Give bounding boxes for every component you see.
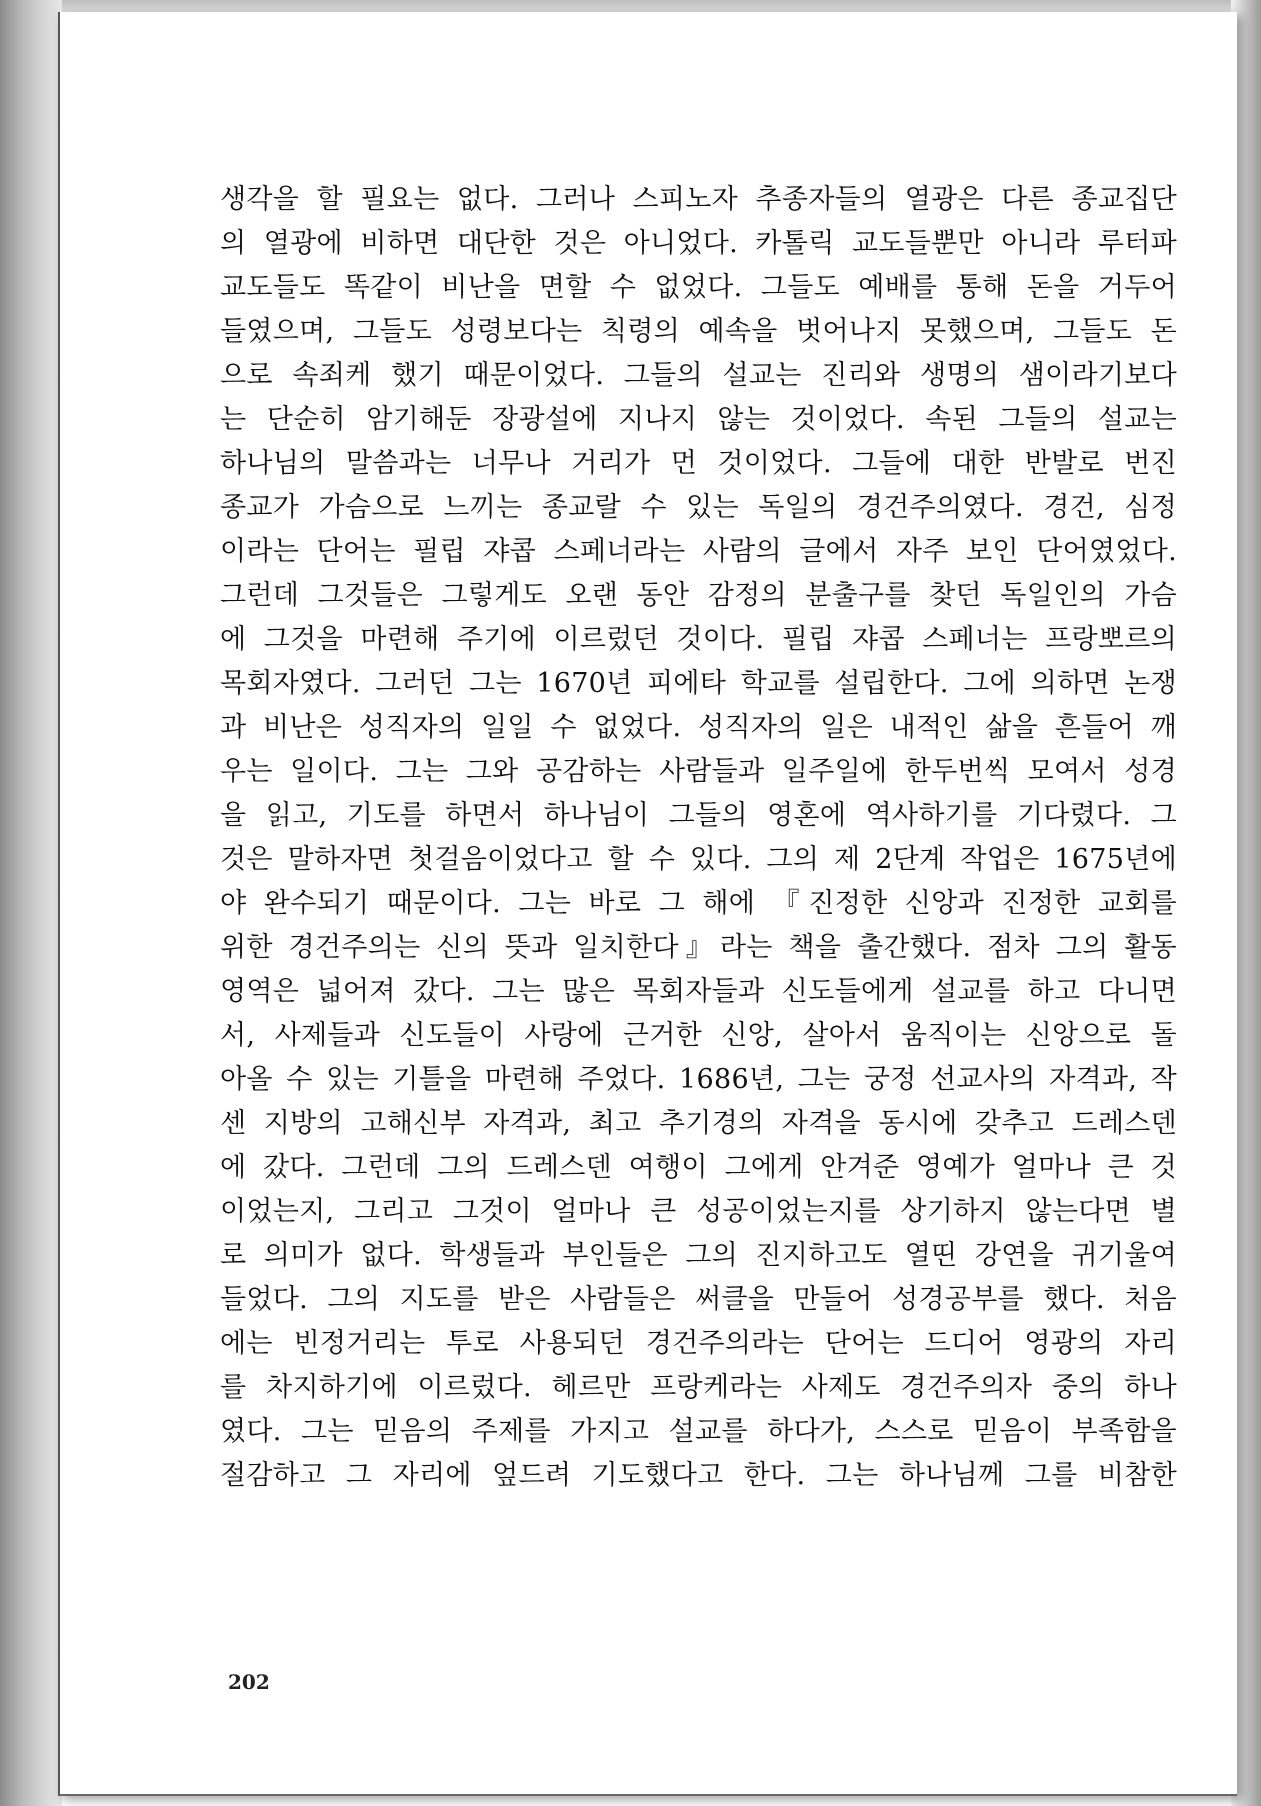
body-text <box>220 178 1177 1498</box>
text-line: 위한 경건주의는 신의 뜻과 일치한다』라는 책을 출간했다. 점차 그의 활동 <box>220 932 1177 963</box>
text-line: 는 단순히 암기해둔 장광설에 지나지 않는 것이었다. 속된 그들의 설교는 <box>220 404 1177 435</box>
text-line: 이라는 단어는 필립 쟈콥 스페너라는 사람의 글에서 자주 보인 단어였었다. <box>220 536 1177 567</box>
text-line: 이었는지, 그리고 그것이 얼마나 큰 성공이었는지를 상기하지 않는다면 별 <box>220 1196 1177 1227</box>
text-line: 에는 빈정거리는 투로 사용되던 경건주의라는 단어는 드디어 영광의 자리 <box>220 1328 1177 1359</box>
text-line: 의 열광에 비하면 대단한 것은 아니었다. 카톨릭 교도들뿐만 아니라 루터파 <box>220 228 1177 259</box>
text-line: 였다. 그는 믿음의 주제를 가지고 설교를 하다가, 스스로 믿음이 부족함을 <box>220 1416 1177 1447</box>
text-line: 아올 수 있는 기틀을 마련해 주었다. 1686년, 그는 궁정 선교사의 자격과, 작 <box>220 1064 1177 1095</box>
text-line: 들었다. 그의 지도를 받은 사람들은 써클을 만들어 성경공부를 했다. 처음 <box>220 1284 1177 1315</box>
text-line: 영역은 넓어져 갔다. 그는 많은 목회자들과 신도들에게 설교를 하고 다니면 <box>220 976 1177 1007</box>
text-line: 로 의미가 없다. 학생들과 부인들은 그의 진지하고도 열띤 강연을 귀기울여 <box>220 1240 1177 1271</box>
text-line: 그런데 그것들은 그렇게도 오랜 동안 감정의 분출구를 찾던 독일인의 가슴 <box>220 580 1177 611</box>
text-line: 것은 말하자면 첫걸음이었다고 할 수 있다. 그의 제 2단계 작업은 1675년에 <box>220 844 1177 875</box>
text-line: 과 비난은 성직자의 일일 수 없었다. 성직자의 일은 내적인 삶을 흔들어 깨 <box>220 712 1177 743</box>
book-page <box>58 12 1237 1796</box>
text-line: 절감하고 그 자리에 엎드려 기도했다고 한다. 그는 하나님께 그를 비참한 <box>220 1460 1177 1491</box>
text-line: 야 완수되기 때문이다. 그는 바로 그 해에 『진정한 신앙과 진정한 교회를 <box>220 888 1177 919</box>
text-line: 센 지방의 고해신부 자격과, 최고 추기경의 자격을 동시에 갖추고 드레스덴 <box>220 1108 1177 1139</box>
text-line: 들였으며, 그들도 성령보다는 칙령의 예속을 벗어나지 못했으며, 그들도 돈 <box>220 316 1177 347</box>
text-line: 에 그것을 마련해 주기에 이르렀던 것이다. 필립 쟈콥 스페너는 프랑뽀르의 <box>220 624 1177 655</box>
text-line: 목회자였다. 그러던 그는 1670년 피에타 학교를 설립한다. 그에 의하면 논쟁 <box>220 668 1177 699</box>
text-line: 서, 사제들과 신도들이 사랑에 근거한 신앙, 살아서 움직이는 신앙으로 돌 <box>220 1020 1177 1051</box>
text-line: 하나님의 말씀과는 너무나 거리가 먼 것이었다. 그들에 대한 반발로 번진 <box>220 448 1177 479</box>
book-edge-left <box>0 0 62 1806</box>
text-line: 으로 속죄케 했기 때문이었다. 그들의 설교는 진리와 생명의 샘이라기보다 <box>220 360 1177 391</box>
text-line: 을 읽고, 기도를 하면서 하나님이 그들의 영혼에 역사하기를 기다렸다. 그 <box>220 800 1177 831</box>
text-line: 에 갔다. 그런데 그의 드레스덴 여행이 그에게 안겨준 영예가 얼마나 큰 것 <box>220 1152 1177 1183</box>
text-line: 종교가 가슴으로 느끼는 종교랄 수 있는 독일의 경건주의였다. 경건, 심정 <box>220 492 1177 523</box>
text-line: 우는 일이다. 그는 그와 공감하는 사람들과 일주일에 한두번씩 모여서 성경 <box>220 756 1177 787</box>
text-line: 를 차지하기에 이르렀다. 헤르만 프랑케라는 사제도 경건주의자 중의 하나 <box>220 1372 1177 1403</box>
text-line: 교도들도 똑같이 비난을 면할 수 없었다. 그들도 예배를 통해 돈을 거두어 <box>220 272 1177 303</box>
text-line: 생각을 할 필요는 없다. 그러나 스피노자 추종자들의 열광은 다른 종교집단 <box>220 184 1177 215</box>
page-number: 202 <box>228 1670 270 1694</box>
